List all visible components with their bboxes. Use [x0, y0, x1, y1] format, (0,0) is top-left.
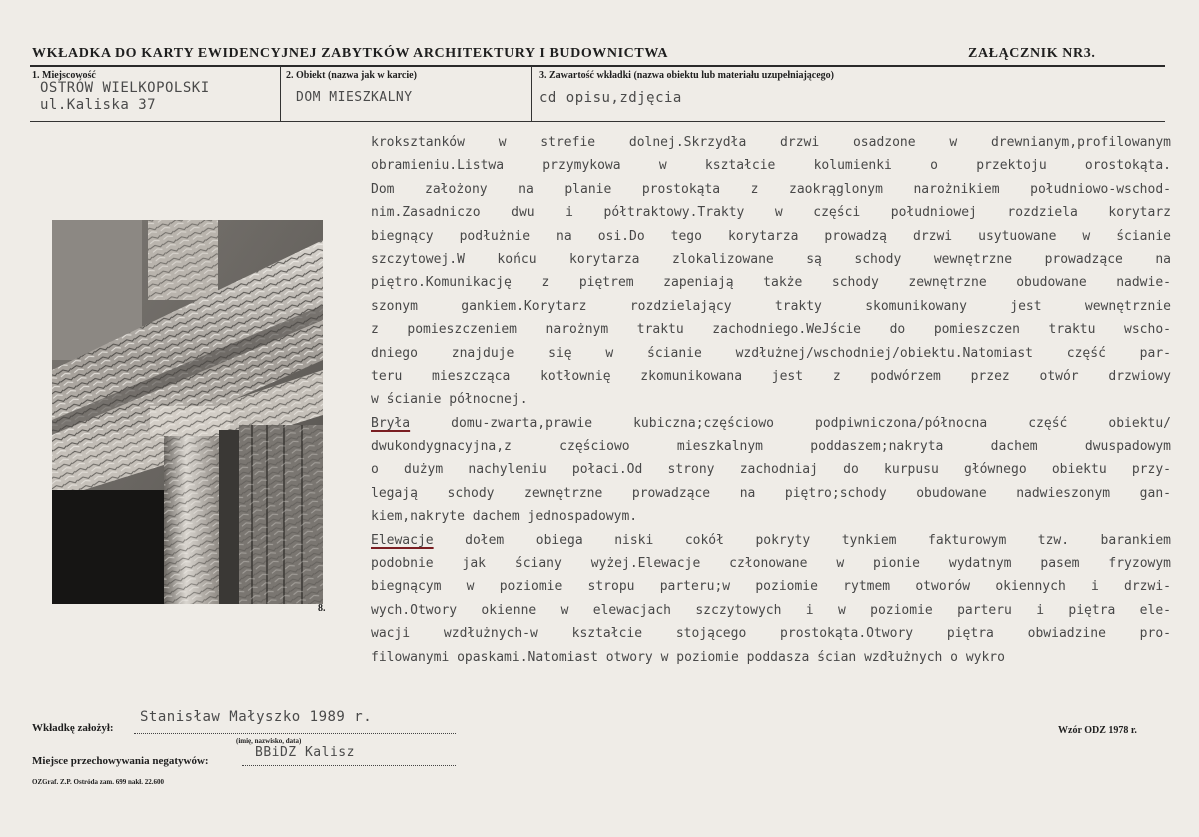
- content-value: cd opisu,zdjęcia: [539, 90, 682, 106]
- author-value: Stanisław Małyszko 1989 r.: [140, 709, 373, 725]
- text-line: dniego znajduje się w ścianie wzdłużnej/wschodniej/obiektu.Natomiast część par-: [371, 345, 1171, 361]
- text-line: o dużym nachyleniu połaci.Od strony zachodniaj do kurpusu głównego obiektu przy-: [371, 462, 1171, 478]
- header-rule: [30, 65, 1165, 67]
- text-line: [371, 529, 1171, 552]
- photo-image: [52, 220, 323, 604]
- field-divider: [280, 66, 281, 121]
- author-hint: (imię, nazwisko, data): [236, 737, 302, 745]
- object-label: 2. Obiekt (nazwa jak w karcie): [286, 70, 417, 81]
- text-line: piętro.Komunikację z piętrem zapeniają także schody zewnętrzne obudowane nadwie-: [371, 275, 1171, 291]
- negatives-label: Miejsce przechowywania negatywów:: [32, 755, 209, 767]
- text-line: z pomieszczeniem narożnym traktu zachodniego.WeJście do pomieszczen traktu wscho-: [371, 322, 1171, 338]
- object-value: DOM MIESZKALNY: [296, 90, 413, 105]
- text-line: legają schody zewnętrzne prowadzące na piętro;schody obudowane nadwieszonym gan-: [371, 485, 1171, 501]
- negatives-line: [242, 765, 456, 766]
- text-line: obramieniu.Listwa przymykowa w kształcie kolumienki o przektoju orostokąta.: [371, 158, 1171, 174]
- architectural-detail-photo: [52, 220, 323, 604]
- text-line: kroksztanków w strefie dolnej.Skrzydła drzwi osadzone w drewnianym,profilowanym: [371, 135, 1171, 150]
- field-divider: [531, 66, 532, 121]
- photo-number: 8.: [318, 603, 326, 614]
- text-line: teru mieszcząca kotłownię zkomunikowana jest z podwórzem przez otwór drzwiowy: [371, 368, 1171, 384]
- text-run: domu-zwarta,prawie kubiczna;częściowo podpiwniczona/północna część obiektu/: [410, 415, 1171, 431]
- text-line: szonym gankiem.Korytarz rozdzielający trakty skomunikowany jest wewnętrznie: [371, 298, 1171, 314]
- locality-value: OSTRÓW WIELKOPOLSKI: [40, 80, 210, 96]
- text-line: w ścianie północnej.: [371, 392, 528, 408]
- text-line: szczytowej.W końcu korytarza zlokalizowane są schody wewnętrzne prowadzące na: [371, 251, 1171, 267]
- text-line: biegnącym w poziomie stropu parteru;w poziomie rytmem otworów okiennych i drzwi-: [371, 579, 1171, 595]
- text-line: Dom założony na planie prostokąta z zaokrąglonym narożnikiem południowo-wschod-: [371, 181, 1171, 197]
- description-text: [371, 131, 1171, 669]
- locality-street: ul.Kaliska 37: [40, 97, 157, 113]
- text-line: biegnący podłużnie na osi.Do tego korytarza prowadzą drzwi usytuowane w ścianie: [371, 228, 1171, 244]
- content-label: 3. Zawartość wkładki (nazwa obiektu lub materiału uzupełniającego): [539, 70, 835, 81]
- text-run: dołem obiega niski cokół pokryty tynkiem fakturowym tzw. barankiem: [433, 532, 1171, 548]
- attachment-number: ZAŁĄCZNIK NR3.: [968, 46, 1096, 61]
- section-heading-elewacje: Elewacje: [371, 532, 434, 548]
- text-line: podobnie jak ściany wyżej.Elewacje członowane w pionie wydatnym pasem fryzowym: [371, 556, 1171, 572]
- negatives-value: BBiDZ Kalisz: [255, 745, 355, 760]
- text-line: filowanymi opaskami.Natomiast otwory w poziomie poddasza ścian wzdłużnych o wykro: [371, 649, 1005, 665]
- author-label: Wkładkę założył:: [32, 722, 114, 734]
- text-line: wacji wzdłużnych-w kształcie stojącego prostokąta.Otwory piętra obwiadzine pro-: [371, 626, 1171, 642]
- print-info: OZGraf. Z.P. Ostróda zam. 699 nakł. 22.600: [32, 778, 164, 786]
- text-line: dwukondygnacyjna,z częściowo mieszkalnym poddaszem;nakryta dachem dwuspadowym: [371, 439, 1171, 455]
- text-line: [371, 412, 1171, 435]
- text-line: kiem,nakryte dachem jednospadowym.: [371, 509, 638, 525]
- section-heading-bryla: Bryła: [371, 415, 411, 431]
- locality-label: 1. Miejscowość: [32, 70, 96, 81]
- document-title: WKŁADKA DO KARTY EWIDENCYJNEJ ZABYTKÓW ARCHITEKTURY I BUDOWNICTWA: [32, 46, 669, 61]
- text-line: wych.Otwory okienne w elewacjach szczytowych i w poziomie parteru i piętra ele-: [371, 602, 1171, 618]
- text-line: nim.Zasadniczo dwu i półtraktowy.Trakty w części południowej rozdziela korytarz: [371, 205, 1171, 221]
- fields-rule: [30, 121, 1165, 122]
- form-model: Wzór ODZ 1978 r.: [1058, 725, 1137, 736]
- author-line: [134, 733, 456, 734]
